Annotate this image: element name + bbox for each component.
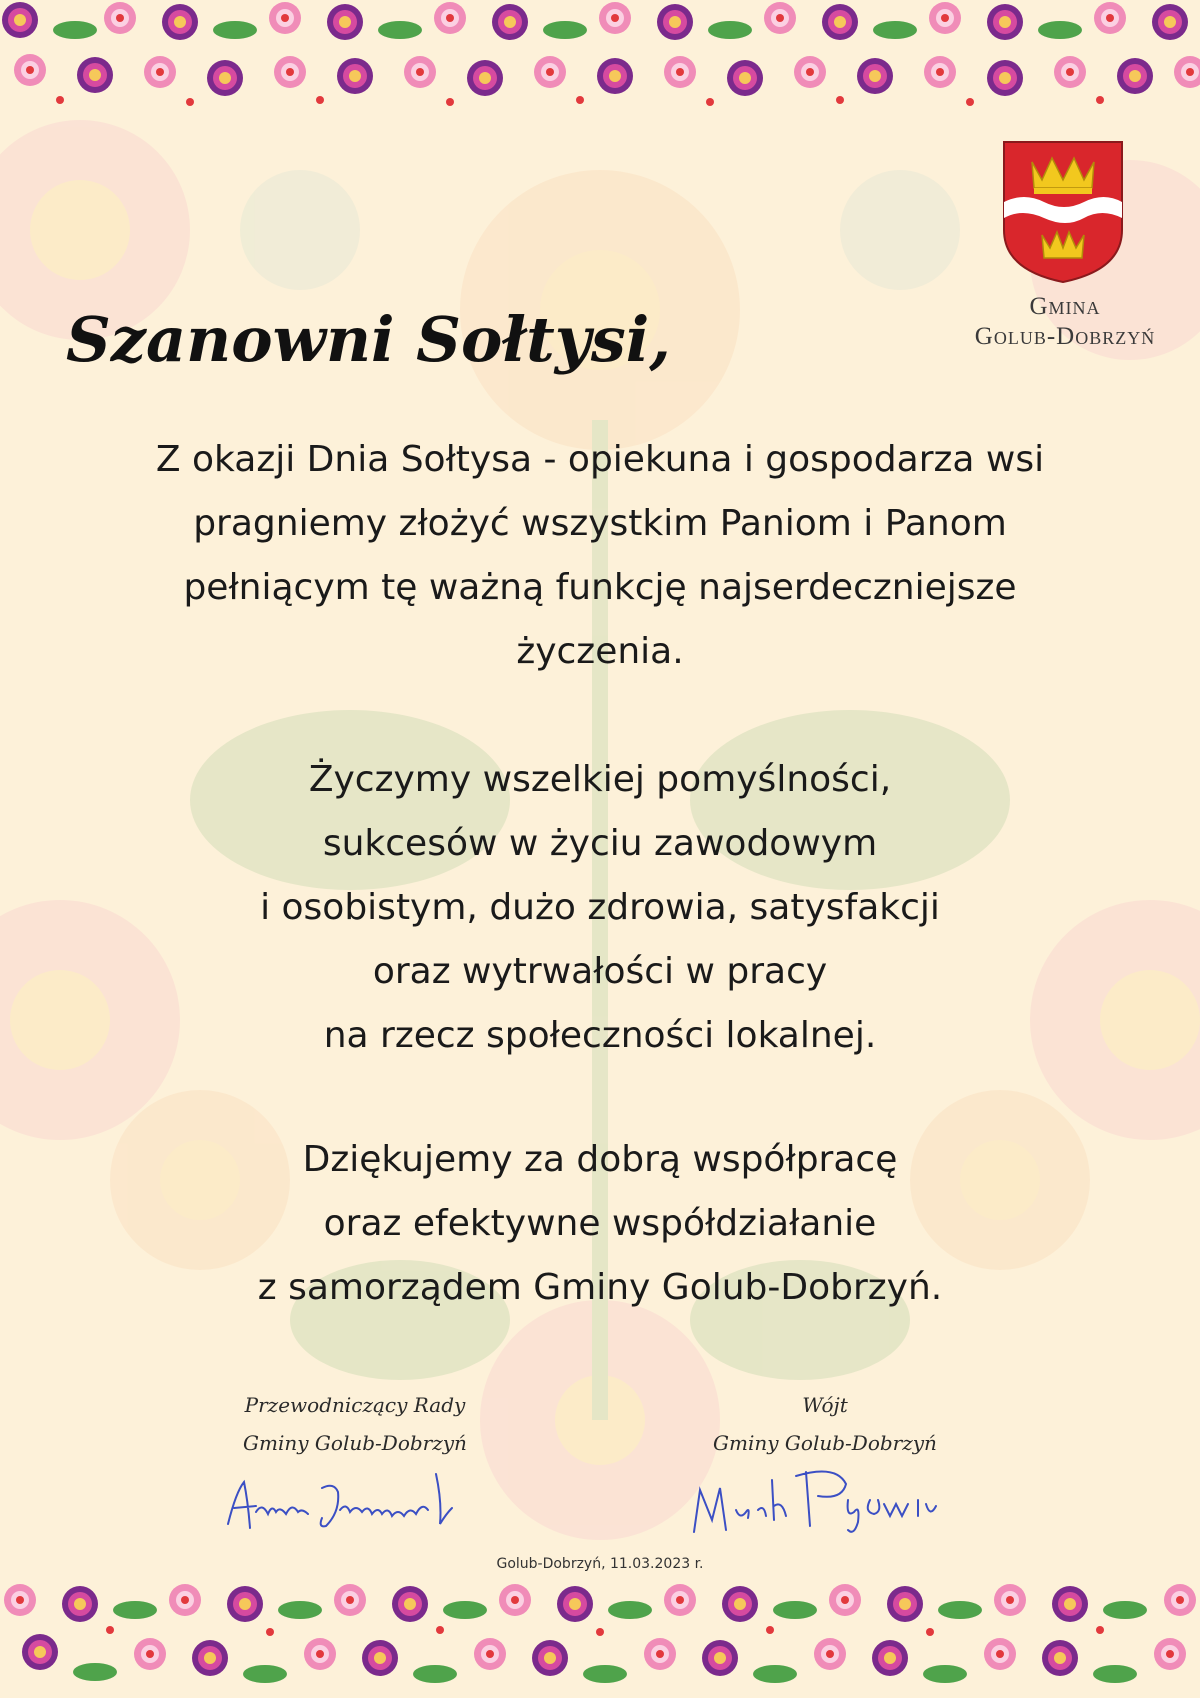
signatory-title: Przewodniczący Rady [244, 1393, 466, 1417]
floral-border-top [0, 0, 1200, 115]
place-date-line: Golub-Dobrzyń, 11.03.2023 r. [496, 1556, 704, 1572]
text-line: Dziękujemy za dobrą współpracę [302, 1139, 898, 1180]
text-line: pragniemy złożyć wszystkim Paniom i Panom [193, 503, 1007, 544]
signatory-title: Wójt [802, 1393, 848, 1417]
text-line: pełniącym tę ważną funkcję najserdeczniejsze [183, 567, 1017, 608]
floral-border-bottom [0, 1580, 1200, 1698]
text-line: z samorządem Gminy Golub-Dobrzyń. [257, 1267, 943, 1308]
text-line: i osobistym, dużo zdrowia, satysfakcji [260, 887, 940, 928]
text-line: Z okazji Dnia Sołtysa - opiekuna i gospodarza wsi [155, 439, 1045, 480]
municipality-name-line1: Gmina [1029, 293, 1101, 320]
handwritten-signature-right [686, 1460, 946, 1540]
text-line: Życzymy wszelkiej pomyślności, [308, 759, 892, 800]
text-line: na rzecz społeczności lokalnej. [323, 1015, 877, 1056]
signatory-title: Gminy Golub-Dobrzyń [713, 1431, 937, 1455]
signatory-title: Gminy Golub-Dobrzyń [243, 1431, 467, 1455]
wishes-paragraph-intro [60, 428, 1140, 684]
signatory-mayor [615, 1386, 1035, 1462]
text-line: sukcesów w życiu zawodowym [322, 823, 878, 864]
text-line: oraz efektywne współdziałanie [323, 1203, 877, 1244]
text-line: oraz wytrwałości w pracy [372, 951, 828, 992]
wishes-paragraph-main [60, 748, 1140, 1068]
signatory-council-chairman [145, 1386, 565, 1462]
text-line: życzenia. [516, 631, 684, 672]
thanks-paragraph [60, 1128, 1140, 1320]
handwritten-signature-left [222, 1462, 482, 1542]
municipality-name [950, 292, 1180, 352]
greeting-heading: Szanowni Sołtysi, [66, 303, 671, 376]
municipality-name-line2: Golub-Dobrzyń [974, 323, 1156, 350]
coat-of-arms-icon [1002, 140, 1124, 284]
